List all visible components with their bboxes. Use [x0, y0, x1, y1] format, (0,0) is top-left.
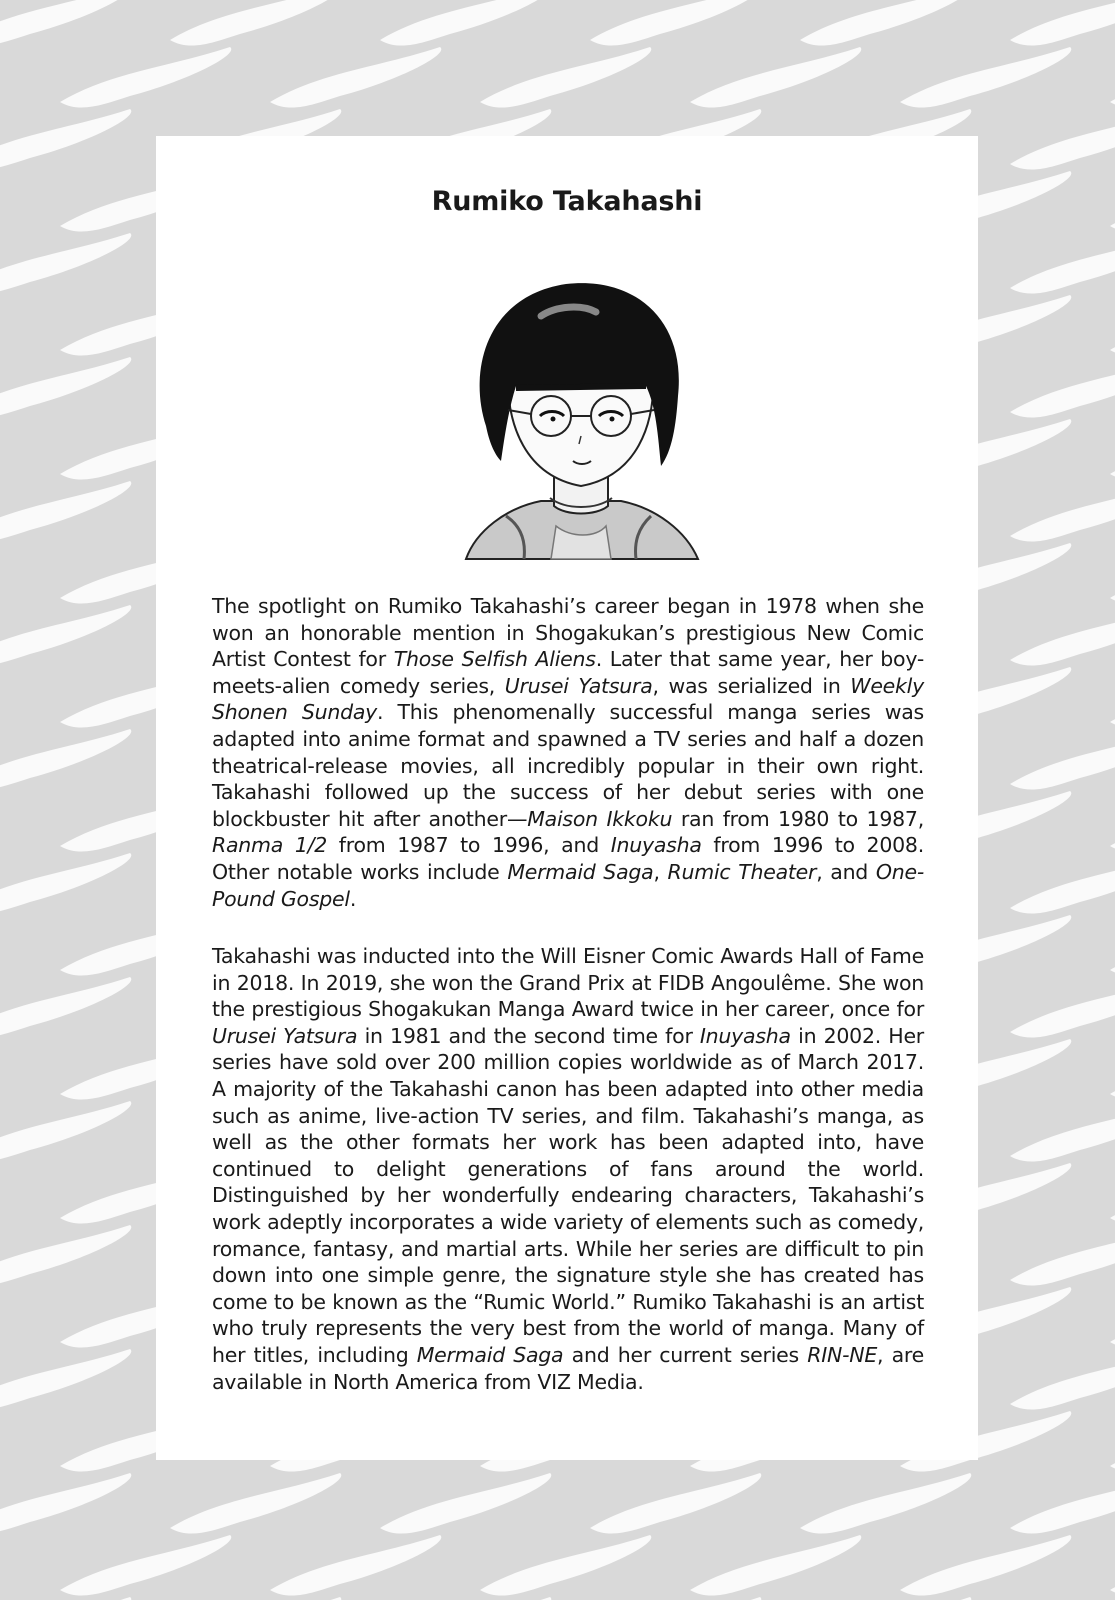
- zebra-stripe: [270, 47, 441, 108]
- zebra-stripe: [1010, 1349, 1115, 1410]
- bio-paragraph-1-run-italic-title: Mermaid Saga: [507, 859, 654, 884]
- zebra-stripe: [480, 47, 651, 108]
- zebra-stripe: [0, 109, 131, 170]
- zebra-stripe: [60, 1535, 231, 1596]
- zebra-stripe: [1010, 481, 1115, 542]
- zebra-stripe: [1010, 233, 1115, 294]
- zebra-stripe: [1010, 1101, 1115, 1162]
- bio-paragraph-2-run: in 2002. Her series have sold over 200 million copies worldwide as of March 2017. A majority of the Takahashi canon has been adapted into other media such as anime, live-action TV series, and film. Takahashi’s manga, as well as the other formats her work has been adapted into, have continued to delight generations of fans around the world. Distinguished by her wonderfully endearing characters, Takahashi’s work adeptly incorporates a wide variety of elements such as comedy, romance, fantasy, and martial arts. While her series are difficult to pin down into one simple genre, the signature style she has created has come to be known as the “Rumic World.” Rumiko Takahashi is an artist who truly represents the very best from the world of manga. Many of her titles, including: [212, 1023, 924, 1367]
- zebra-stripe: [1010, 1225, 1115, 1286]
- zebra-stripe: [0, 605, 131, 666]
- zebra-stripe: [60, 47, 231, 108]
- bio-paragraph-2-run-italic-title: Inuyasha: [699, 1023, 791, 1048]
- zebra-stripe: [1010, 1473, 1115, 1534]
- zebra-stripe: [690, 47, 861, 108]
- zebra-stripe: [380, 1473, 551, 1534]
- zebra-stripe: [1110, 419, 1115, 480]
- zebra-stripe: [800, 1473, 971, 1534]
- bio-paragraph-1-run: ,: [653, 859, 668, 884]
- zebra-stripe: [1110, 791, 1115, 852]
- zebra-stripe: [900, 1535, 1071, 1596]
- zebra-stripe: [0, 1349, 131, 1410]
- zebra-stripe: [900, 47, 1071, 108]
- author-portrait: [446, 276, 716, 561]
- zebra-stripe: [170, 1473, 341, 1534]
- zebra-stripe: [1010, 0, 1115, 46]
- bio-paragraph-1-run: The spotlight on Rumiko Takahashi’s career began in 1978 when she won an honorable mention in Shogakukan’s prestigious New Comic Artist Contest for: [212, 594, 924, 672]
- zebra-stripe: [1110, 1535, 1115, 1596]
- zebra-stripe: [1110, 1411, 1115, 1472]
- zebra-stripe: [1110, 47, 1115, 108]
- bio-paragraph-1-run-italic-title: Weekly Shonen Sunday: [212, 673, 924, 725]
- zebra-stripe: [1010, 357, 1115, 418]
- zebra-stripe: [0, 1225, 131, 1286]
- zebra-stripe: [0, 1473, 131, 1534]
- zebra-stripe: [1110, 1163, 1115, 1224]
- bio-paragraph-2-run-italic-title: Urusei Yatsura: [212, 1023, 358, 1048]
- zebra-stripe: [0, 233, 131, 294]
- zebra-stripe: [1110, 543, 1115, 604]
- zebra-stripe: [590, 1473, 761, 1534]
- author-name-title: Rumiko Takahashi: [431, 186, 703, 217]
- bio-paragraph-2-run-italic-title: Mermaid Saga: [416, 1342, 564, 1367]
- zebra-stripe: [800, 0, 971, 46]
- zebra-stripe: [1010, 729, 1115, 790]
- bio-paragraph-1-run: ran from 1980 to 1987,: [672, 806, 924, 831]
- bio-paragraph-1-run: from 1996 to 2008. Other notable works include: [212, 833, 924, 884]
- zebra-stripe: [270, 1535, 441, 1596]
- zebra-stripe: [170, 0, 341, 46]
- bio-paragraph-1-run-italic-title: One-Pound Gospel: [212, 859, 924, 911]
- zebra-stripe: [380, 0, 551, 46]
- zebra-stripe: [1110, 667, 1115, 728]
- bio-paragraph-2-run: in 1981 and the second time for: [357, 1023, 700, 1048]
- bio-paragraph-1-run-italic-title: Maison Ikkoku: [527, 806, 673, 831]
- bio-paragraph-2-run: Takahashi was inducted into the Will Eisner Comic Awards Hall of Fame in 2018. In 2019, she won the Grand Prix at FIDB Angoulême. She won the prestigious Shogakukan Manga Award twice in her career, once for: [212, 944, 924, 1022]
- zebra-stripe: [690, 1535, 861, 1596]
- bio-paragraph-1-run: , was serialized in: [652, 673, 851, 698]
- author-bio-card: [156, 136, 978, 1460]
- bio-paragraph-2: [212, 943, 924, 1395]
- zebra-stripe: [1110, 1287, 1115, 1348]
- bio-paragraph-2-run: and her current series: [563, 1342, 808, 1367]
- zebra-stripe: [1110, 295, 1115, 356]
- bio-paragraph-1-run-italic-title: Urusei Yatsura: [504, 673, 653, 698]
- zebra-stripe: [1010, 977, 1115, 1038]
- zebra-stripe: [590, 0, 761, 46]
- zebra-stripe: [1110, 915, 1115, 976]
- bio-paragraph-1-run-italic-title: Rumic Theater: [667, 859, 817, 884]
- bio-paragraph-1: [212, 593, 924, 912]
- zebra-stripe: [1110, 1039, 1115, 1100]
- zebra-stripe: [480, 1535, 651, 1596]
- bio-paragraph-1-run: . Later that same year, her boy-meets-alien comedy series,: [212, 647, 925, 698]
- zebra-stripe: [1010, 853, 1115, 914]
- zebra-stripe: [0, 357, 131, 418]
- bio-paragraph-1-run: , and: [816, 859, 876, 884]
- zebra-stripe: [1110, 171, 1115, 232]
- zebra-stripe: [1010, 109, 1115, 170]
- bio-paragraph-1-run-italic-title: Inuyasha: [610, 833, 702, 858]
- zebra-stripe: [0, 977, 131, 1038]
- bio-paragraph-1-run: from 1987 to 1996, and: [327, 833, 611, 858]
- zebra-stripe: [0, 481, 131, 542]
- bio-paragraph-2-run-italic-title: RIN-NE: [807, 1342, 878, 1367]
- zebra-stripe: [0, 729, 131, 790]
- bio-paragraph-2-run: , are available in North America from VIZ Media.: [212, 1342, 924, 1394]
- zebra-stripe: [0, 853, 131, 914]
- zebra-stripe: [1010, 605, 1115, 666]
- bio-paragraph-1-run: .: [349, 886, 357, 911]
- bio-paragraph-1-run: . This phenomenally successful manga series was adapted into anime format and spawned a TV series and half a dozen theatrical-release movies, all incredibly popular in their own right. Takahashi followed up the success of her debut series with one blockbuster hit after another—: [212, 700, 924, 831]
- bio-paragraph-1-run-italic-title: Those Selfish Aliens: [393, 647, 596, 672]
- zebra-stripe: [0, 0, 131, 46]
- bio-paragraph-1-run-italic-title: Ranma 1/2: [212, 833, 328, 858]
- zebra-stripe: [0, 1101, 131, 1162]
